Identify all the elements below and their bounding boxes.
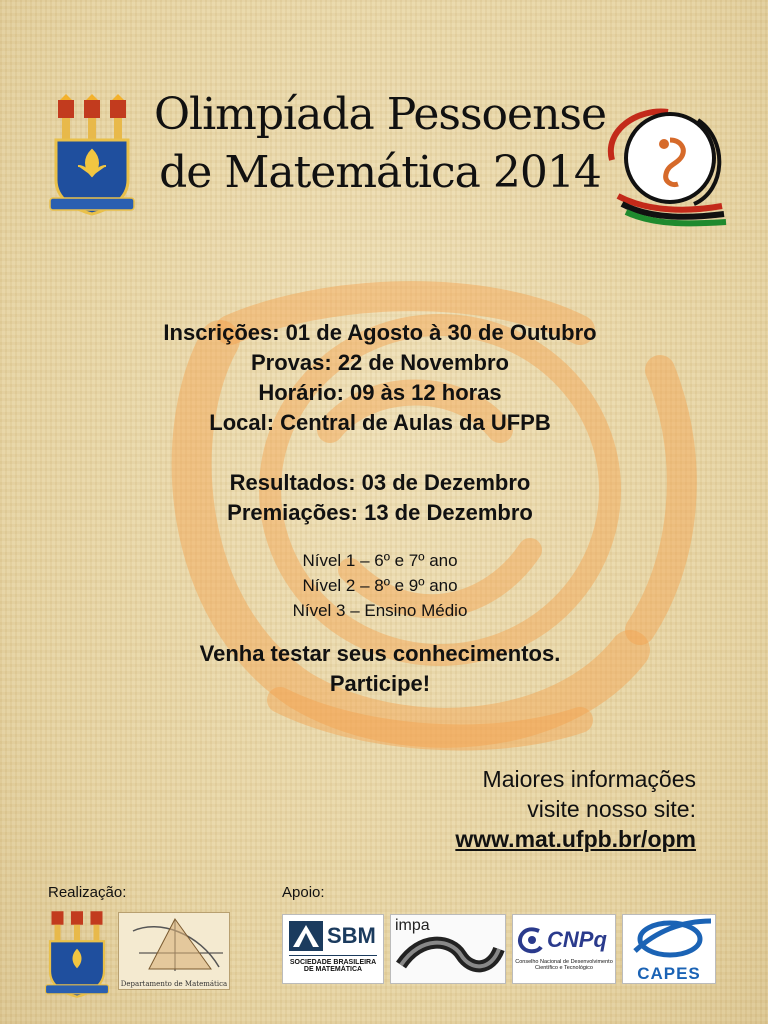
dm-graph-icon	[119, 913, 231, 975]
level-3-text: Nível 3 – Ensino Médio	[292, 601, 468, 620]
cta-line-1: Venha testar seus conhecimentos.	[199, 641, 561, 666]
title-line-2: de Matemática 2014	[159, 147, 601, 198]
level-1-text: Nível 1 – 6º e 7º ano	[302, 551, 458, 570]
sbm-full-line-2: DE MATEMÁTICA	[303, 966, 363, 973]
capes-emblem-icon	[623, 915, 717, 959]
ufpb-crest-icon	[48, 94, 136, 220]
impa-logo	[390, 914, 506, 984]
cnpq-sub-line-1: Conselho Nacional de Desenvolvimento	[515, 959, 613, 965]
dm-label: Departamento de Matemática	[120, 980, 228, 988]
more-info-line-1: Maiores informações	[482, 766, 696, 792]
realizacao-label: Realização:	[48, 884, 127, 901]
cnpq-emblem-icon	[517, 925, 545, 955]
cnpq-text: CNPq	[547, 927, 607, 952]
opm-logo-icon	[598, 100, 730, 228]
cta-line-2: Participe!	[329, 671, 431, 696]
poster-title	[150, 86, 610, 202]
capes-text: CAPES	[637, 964, 701, 983]
more-info-line-2: visite nosso site:	[527, 796, 696, 822]
level-2-text: Nível 2 – 8º e 9º ano	[302, 576, 458, 595]
inscricoes-text: Inscrições: 01 de Agosto à 30 de Outubro	[163, 320, 597, 345]
cnpq-sub-line-2: Científico e Tecnológico	[535, 965, 593, 971]
sbm-full-line-1: SOCIEDADE BRASILEIRA	[289, 959, 377, 966]
website-link[interactable]: www.mat.ufpb.br/opm	[455, 826, 696, 852]
resultados-text: Resultados: 03 de Dezembro	[229, 470, 531, 495]
horario-text: Horário: 09 às 12 horas	[258, 380, 502, 405]
capes-logo	[622, 914, 716, 984]
title-line-1: Olimpíada Pessoense	[153, 89, 607, 140]
local-text: Local: Central de Aulas da UFPB	[209, 410, 551, 435]
cnpq-logo	[512, 914, 616, 984]
sbm-short-text: SBM	[327, 923, 376, 948]
sbm-emblem-icon	[289, 921, 323, 951]
apoio-label: Apoio:	[282, 884, 325, 901]
event-details	[110, 318, 650, 699]
more-info	[380, 764, 696, 854]
sbm-logo	[282, 914, 384, 984]
provas-text: Provas: 22 de Novembro	[251, 350, 509, 375]
ufpb-crest-small-icon	[44, 906, 110, 1002]
premiacoes-text: Premiações: 13 de Dezembro	[227, 500, 533, 525]
impa-text: impa	[395, 917, 430, 934]
departamento-matematica-logo	[118, 912, 230, 990]
